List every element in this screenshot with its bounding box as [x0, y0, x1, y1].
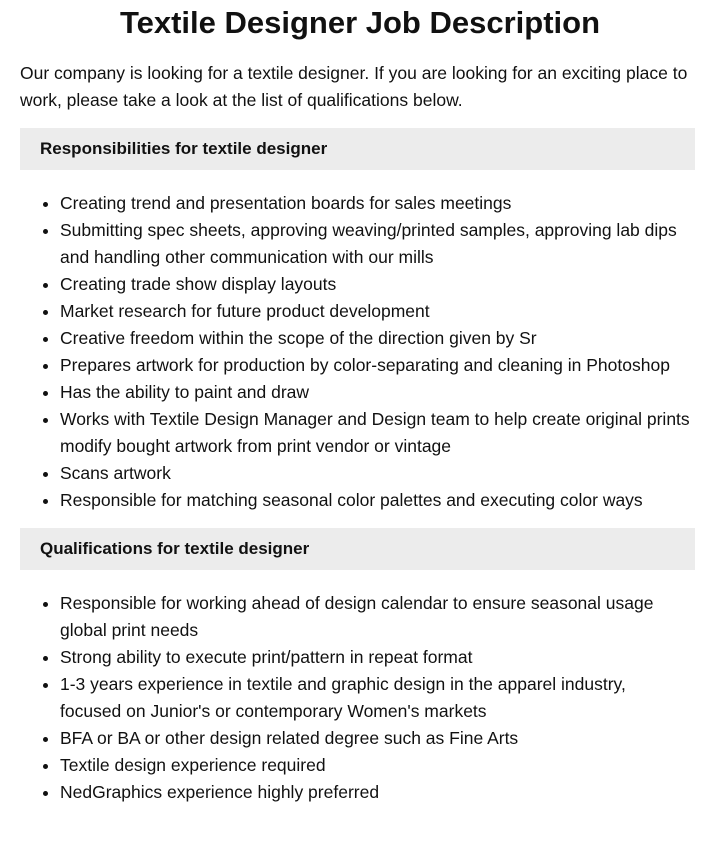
section-heading: Responsibilities for textile designer — [20, 128, 695, 170]
list-item: • Creating trade show display layouts — [60, 271, 690, 298]
list-item: • BFA or BA or other design related degree such as Fine Arts — [60, 725, 690, 752]
section-list — [20, 190, 690, 514]
page-title: Textile Designer Job Description — [119, 5, 601, 40]
list-item: • Creative freedom within the scope of the direction given by Sr — [60, 325, 690, 352]
list-item: • Has the ability to paint and draw — [60, 379, 690, 406]
list-item: • Strong ability to execute print/pattern in repeat format — [60, 644, 690, 671]
list-item: • Works with Textile Design Manager and Design team to help create original prints modify bought artwork from print vendor or vintage — [60, 406, 690, 460]
list-item: • Responsible for matching seasonal color palettes and executing color ways — [60, 487, 690, 514]
list-item: • Responsible for working ahead of design calendar to ensure seasonal usage global print needs — [60, 590, 690, 644]
section-heading: Qualifications for textile designer — [20, 528, 695, 570]
list-item: • Submitting spec sheets, approving weaving/printed samples, approving lab dips and handling other communication with our mills — [60, 217, 690, 271]
intro-text: Our company is looking for a textile designer. If you are looking for an exciting place to work, please take a look at the list of qualifications below. — [20, 63, 688, 110]
list-item: • 1-3 years experience in textile and graphic design in the apparel industry, focused on Junior's or contemporary Women's markets — [60, 671, 690, 725]
list-item: • Prepares artwork for production by color-separating and cleaning in Photoshop — [60, 352, 690, 379]
list-item: • NedGraphics experience highly preferred — [60, 779, 690, 806]
list-item: • Creating trend and presentation boards for sales meetings — [60, 190, 690, 217]
list-item: • Market research for future product development — [60, 298, 690, 325]
section-list — [20, 590, 690, 806]
list-item: • Textile design experience required — [60, 752, 690, 779]
list-item: • Scans artwork — [60, 460, 690, 487]
